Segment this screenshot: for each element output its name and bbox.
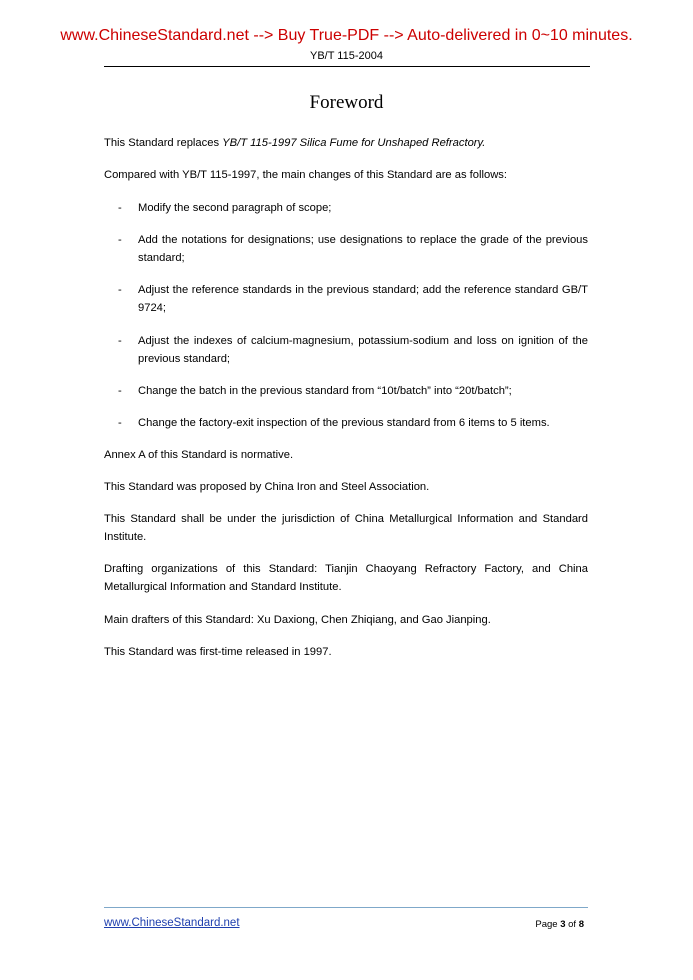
page-of: of — [565, 919, 579, 930]
bullet-marker: - — [118, 284, 122, 296]
bullet-marker: - — [118, 335, 122, 347]
page-number — [535, 919, 584, 930]
bullet-marker: - — [118, 234, 122, 246]
drafting-organizations-paragraph: Drafting organizations of this Standard: Tianjin Chaoyang Refractory Factory, and China Metallurgical Information and Standard Institute. — [104, 563, 588, 593]
change-item: Change the batch in the previous standard from “10t/batch” into “20t/batch”; — [138, 385, 512, 397]
change-item: Modify the second paragraph of scope; — [138, 202, 332, 214]
replaced-standard-title: YB/T 115-1997 Silica Fume for Unshaped Refractory. — [222, 137, 486, 149]
change-item: Change the factory-exit inspection of the previous standard from 6 items to 5 items. — [138, 417, 550, 429]
jurisdiction-paragraph: This Standard shall be under the jurisdiction of China Metallurgical Information and Standard Institute. — [104, 513, 588, 543]
first-release-paragraph: This Standard was first-time released in 1997. — [104, 646, 332, 658]
bullet-marker: - — [118, 202, 122, 214]
change-item: Add the notations for designations; use designations to replace the grade of the previous standard; — [138, 234, 588, 264]
footer-divider — [104, 907, 588, 908]
bullet-marker: - — [118, 417, 122, 429]
bullet-marker: - — [118, 385, 122, 397]
header-divider — [104, 66, 590, 67]
page-title: Foreword — [309, 92, 384, 113]
footer-site-link[interactable]: www.ChineseStandard.net — [104, 917, 240, 929]
header-banner-link[interactable]: www.ChineseStandard.net --> Buy True-PDF --> Auto-delivered in 0~10 minutes. — [60, 27, 633, 44]
replaces-prefix: This Standard replaces — [104, 137, 223, 149]
document-code: YB/T 115-2004 — [310, 50, 383, 62]
change-item: Adjust the reference standards in the previous standard; add the reference standard GB/T 9724; — [138, 284, 588, 314]
page-total: 8 — [578, 919, 584, 930]
annex-paragraph: Annex A of this Standard is normative. — [104, 449, 294, 461]
drafters-paragraph: Main drafters of this Standard: Xu Daxiong, Chen Zhiqiang, and Gao Jianping. — [104, 614, 491, 626]
page-prefix: Page — [535, 919, 561, 930]
replaces-paragraph — [104, 134, 588, 152]
page-current: 3 — [560, 919, 566, 930]
change-item: Adjust the indexes of calcium-magnesium, potassium-sodium and loss on ignition of the previous standard; — [138, 335, 588, 365]
changes-intro-paragraph: Compared with YB/T 115-1997, the main changes of this Standard are as follows: — [104, 169, 507, 181]
proposed-paragraph: This Standard was proposed by China Iron and Steel Association. — [104, 481, 430, 493]
